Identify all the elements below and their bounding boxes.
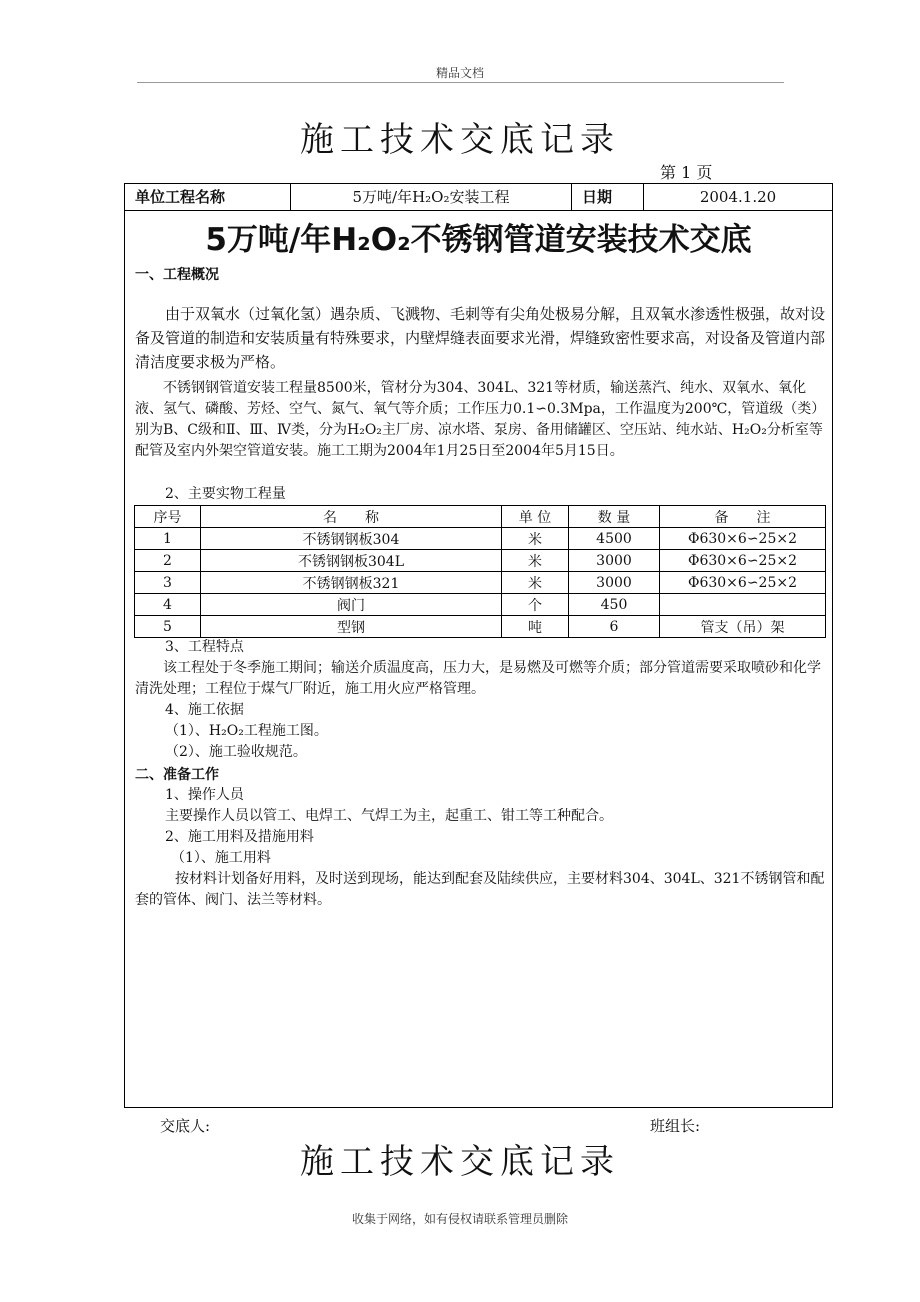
document-frame xyxy=(124,183,833,1108)
col-unit: 单 位 xyxy=(502,506,569,528)
document-title: 5万吨/年H₂O₂不锈钢管道安装技术交底 xyxy=(205,222,752,258)
cell: 450 xyxy=(569,594,660,616)
cell: 3 xyxy=(135,572,201,594)
table-row xyxy=(135,550,826,572)
col-index: 序号 xyxy=(135,506,201,528)
section1-para1: 由于双氧水（过氧化氢）遇杂质、飞溅物、毛刺等有尖角处极易分解，且双氧水渗透性极强，故对设备及管道的制造和安装质量有特殊要求，内壁焊缝表面要求光滑，焊缝致密性要求高，对设备及管道内部清洁度要求极为严格。 xyxy=(135,305,826,371)
date-label: 日期 xyxy=(572,184,644,210)
cell: Φ630×6∽25×2 xyxy=(660,572,826,594)
header-divider xyxy=(137,82,784,83)
header-note: 精品文档 xyxy=(435,66,484,80)
cell: 不锈钢钢板304L xyxy=(201,550,502,572)
section1-sub2: 2、主要实物工程量 xyxy=(165,486,286,502)
col-remark: 备 注 xyxy=(660,506,826,528)
cell: 1 xyxy=(135,528,201,550)
cell: 阀门 xyxy=(201,594,502,616)
giver-signature: 交底人: xyxy=(160,1117,211,1135)
info-row xyxy=(125,184,832,211)
section2-para2: 按材料计划备好用料，及时送到现场，能达到配套及陆续供应，主要材料304、304L、321不锈钢管和配套的管体、阀门、法兰等材料。 xyxy=(135,871,825,908)
cell: 4500 xyxy=(569,528,660,550)
table-row xyxy=(135,572,826,594)
leader-signature: 班组长: xyxy=(650,1117,701,1135)
date-value: 2004.1.20 xyxy=(699,188,777,206)
cell: 2 xyxy=(135,550,201,572)
project-value: 5万吨/年H₂O₂安装工程 xyxy=(291,184,572,210)
section1-para3: 该工程处于冬季施工期间；输送介质温度高，压力大，是易燃及可燃等介质；部分管道需要采取喷砂和化学清洗处理；工程位于煤气厂附近，施工用火应严格管理。 xyxy=(135,660,821,697)
section2-heading: 二、准备工作 xyxy=(135,767,219,783)
quantity-table xyxy=(134,505,826,638)
section1-sub3: 3、工程特点 xyxy=(165,639,244,655)
col-quantity: 数 量 xyxy=(569,506,660,528)
page-title: 施工技术交底记录 xyxy=(300,120,620,160)
cell: Φ630×6∽25×2 xyxy=(660,528,826,550)
table-header-row xyxy=(135,506,826,528)
section2-sub2: 2、施工用料及措施用料 xyxy=(165,829,314,845)
cell: 型钢 xyxy=(201,616,502,638)
cell: 管支（吊）架 xyxy=(660,616,826,638)
section1-heading: 一、工程概况 xyxy=(135,267,219,283)
footer-note: 收集于网络，如有侵权请联系管理员删除 xyxy=(351,1212,568,1226)
cell: 不锈钢钢板321 xyxy=(201,572,502,594)
section1-sub4: 4、施工依据 xyxy=(165,702,244,718)
cell: 米 xyxy=(502,528,569,550)
table-row xyxy=(135,616,826,638)
cell: 吨 xyxy=(502,616,569,638)
cell: 4 xyxy=(135,594,201,616)
cell: 5 xyxy=(135,616,201,638)
section2-para1: 主要操作人员以管工、电焊工、气焊工为主，起重工、钳工等工种配合。 xyxy=(165,808,613,824)
cell: 不锈钢钢板304 xyxy=(201,528,502,550)
cell: 个 xyxy=(502,594,569,616)
cell: 米 xyxy=(502,550,569,572)
cell: 6 xyxy=(569,616,660,638)
cell: 3000 xyxy=(569,550,660,572)
col-name: 名 称 xyxy=(201,506,502,528)
cell: 米 xyxy=(502,572,569,594)
section2-item1: （1）、施工用料 xyxy=(171,850,271,866)
basis-item-2: （2）、施工验收规范。 xyxy=(165,744,307,760)
table-row xyxy=(135,594,826,616)
page-title-repeat: 施工技术交底记录 xyxy=(300,1142,620,1182)
cell: 3000 xyxy=(569,572,660,594)
project-label: 单位工程名称 xyxy=(125,184,291,210)
cell: Φ630×6∽25×2 xyxy=(660,550,826,572)
page-number: 第 1 页 xyxy=(660,163,713,182)
section1-para2: 不锈钢钢管道安装工程量8500米，管材分为304、304L、321等材质，输送蒸汽、纯水、双氧水、氧化液、氢气、磷酸、芳烃、空气、氮气、氧气等介质；工作压力0.1∽0.3Mpa，工作温度为200℃，管道级（类）别为B、C级和Ⅱ、Ⅲ、Ⅳ类，分为H₂O₂主厂房、凉水塔、泵房、备用储罐区、空压站、纯水站、H₂O₂分析室等配管及室内外架空管道安装。施工工期为2004年1月25日至2004年5月15日。 xyxy=(135,380,823,459)
cell xyxy=(660,594,826,616)
section2-sub1: 1、操作人员 xyxy=(165,787,244,803)
basis-item-1: （1）、H₂O₂工程施工图。 xyxy=(165,723,328,739)
table-row xyxy=(135,528,826,550)
